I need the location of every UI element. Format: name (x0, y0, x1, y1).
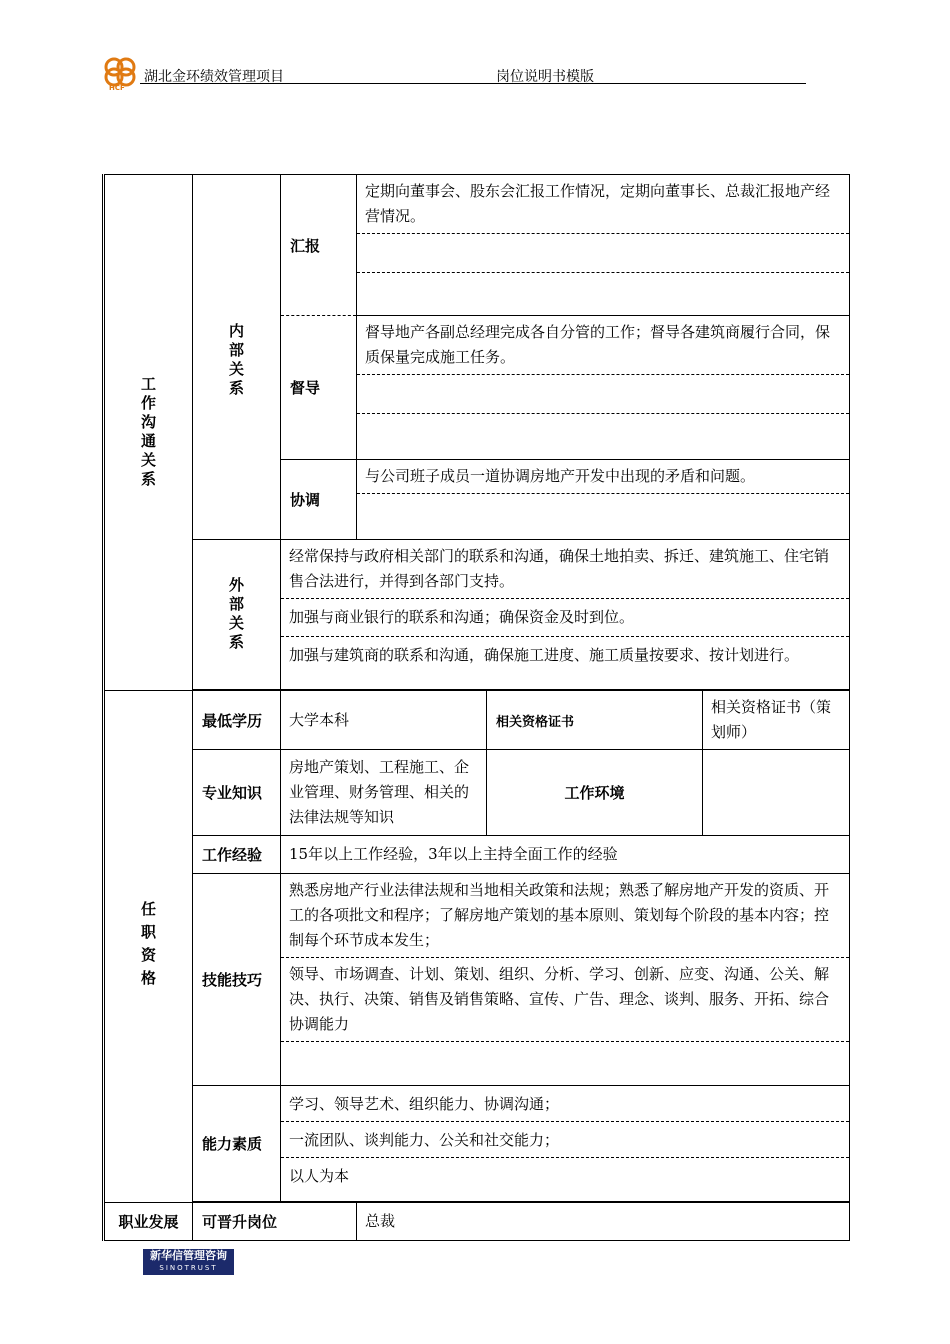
career-section-label: 职业发展 (104, 1203, 193, 1241)
report-blank-line (357, 272, 849, 297)
environment-label: 工作环境 (487, 750, 703, 836)
footer-logo-line2: SINOTRUST (159, 1264, 218, 1272)
education-label: 最低学历 (193, 691, 281, 750)
coordinate-cell (357, 460, 850, 540)
education-value: 大学本科 (281, 691, 487, 750)
knowledge-label: 专业知识 (193, 750, 281, 836)
footer-logo-line1: 新华信管理咨询 (150, 1249, 227, 1262)
coordinate-text: 与公司班子成员一道协调房地产开发中出现的矛盾和问题。 (365, 467, 756, 485)
footer-logo (143, 1249, 234, 1275)
external-relations-label: 外部关系 (193, 540, 281, 690)
external-item: 加强与商业银行的联系和沟通；确保资金及时到位。 (281, 598, 849, 636)
supervise-cell (357, 316, 850, 460)
skills-item: 领导、市场调查、计划、策划、组织、分析、学习、创新、应变、沟通、公关、解决、执行、决策、销售及销售策略、宣传、广告、理念、谈判、服务、开拓、综合协调能力 (281, 957, 849, 1041)
supervise-text: 督导地产各副总经理完成各自分管的工作；督导各建筑商履行合同，保质保量完成施工任务。 (365, 323, 831, 366)
header-divider (140, 83, 806, 84)
coordinate-blank-line (357, 493, 849, 532)
skills-blank-line (281, 1041, 849, 1078)
promotion-value: 总裁 (357, 1203, 850, 1241)
report-text: 定期向董事会、股东会汇报工作情况，定期向董事长、总裁汇报地产经营情况。 (365, 182, 831, 225)
job-description-table (102, 174, 850, 1241)
ability-item: 一流团队、谈判能力、公关和社交能力； (281, 1121, 849, 1157)
qualification-section-label: 任职资格 (104, 691, 193, 1203)
education-row (104, 691, 850, 750)
knowledge-value: 房地产策划、工程施工、企业管理、财务管理、相关的法律法规等知识 (281, 750, 487, 836)
ability-row (104, 1086, 850, 1202)
external-row (104, 540, 850, 690)
career-row (104, 1203, 850, 1241)
skills-cell (281, 874, 850, 1086)
report-label: 汇报 (281, 175, 357, 316)
experience-label: 工作经验 (193, 836, 281, 874)
supervise-label: 督导 (281, 316, 357, 460)
external-item: 经常保持与政府相关部门的联系和沟通，确保土地拍卖、拆迁、建筑施工、住宅销售合法进行，并得到各部门支持。 (289, 547, 830, 590)
report-blank-line (357, 233, 849, 272)
knowledge-row (104, 750, 850, 836)
experience-value: 15年以上工作经验，3年以上主持全面工作的经验 (281, 836, 850, 874)
company-name: 湖北金环绩效管理项目 (144, 69, 284, 85)
logo-text: HCF (109, 84, 125, 92)
skills-item: 熟悉房地产行业法律法规和当地相关政策和法规；熟悉了解房地产开发的资质、开工的各项批文和程序；了解房地产策划的基本原则、策划每个阶段的基本内容；控制每个环节成本发生； (289, 881, 830, 949)
ability-label: 能力素质 (193, 1086, 281, 1202)
supervise-blank-line (357, 374, 849, 413)
report-cell (357, 175, 850, 316)
ability-item: 学习、领导艺术、组织能力、协调沟通； (289, 1095, 560, 1113)
certificate-label: 相关资格证书 (487, 691, 703, 750)
skills-label: 技能技巧 (193, 874, 281, 1086)
coordinate-label: 协调 (281, 460, 357, 540)
supervise-blank-line (357, 413, 849, 442)
ability-cell (281, 1086, 850, 1202)
internal-relations-label: 内部关系 (193, 175, 281, 540)
external-item: 加强与建筑商的联系和沟通，确保施工进度、施工质量按要求、按计划进行。 (281, 636, 849, 672)
communication-section-label: 工作沟通关系 (104, 175, 193, 691)
document-title: 岗位说明书模版 (496, 69, 594, 85)
environment-value (703, 750, 850, 836)
company-logo (101, 54, 139, 92)
certificate-value: 相关资格证书（策划师） (703, 691, 850, 750)
experience-row (104, 836, 850, 874)
skills-row (104, 874, 850, 1086)
promotion-label: 可晋升岗位 (193, 1203, 357, 1241)
report-row (104, 175, 850, 316)
ability-item: 以人为本 (281, 1157, 849, 1193)
external-cell (281, 540, 850, 690)
